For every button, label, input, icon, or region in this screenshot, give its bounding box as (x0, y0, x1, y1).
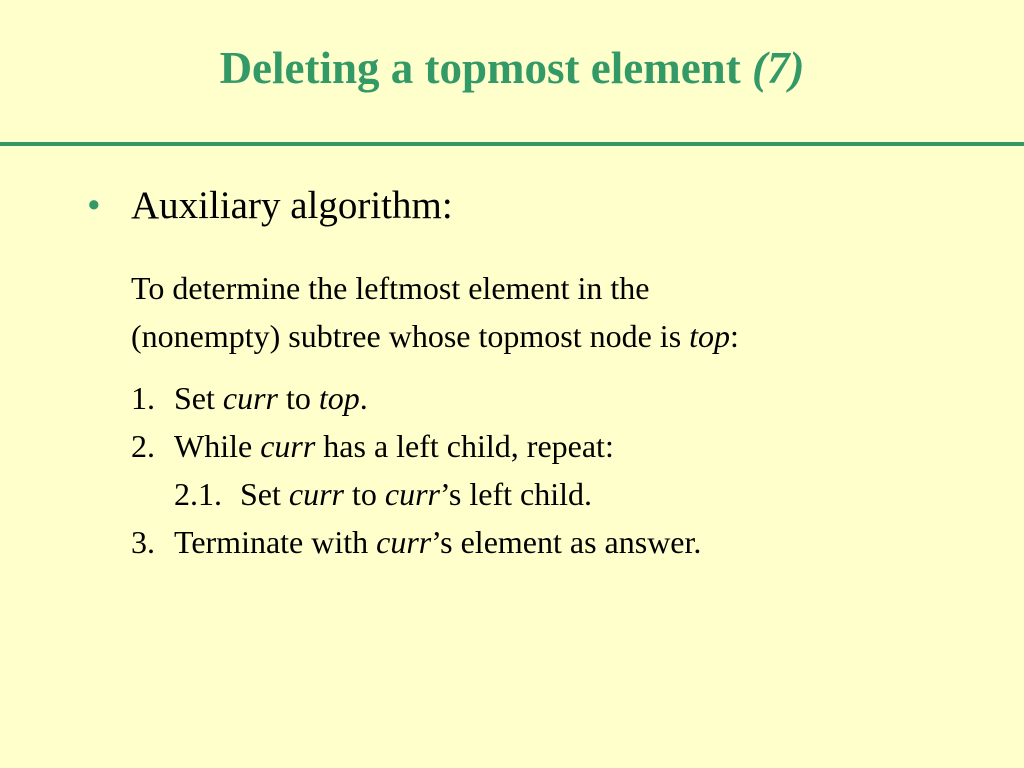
slide-title-main: Deleting a topmost element (219, 43, 741, 93)
description-line-1: To determine the leftmost element in the (131, 270, 650, 306)
step-text: . (359, 380, 368, 416)
step-3 (131, 518, 701, 566)
algorithm-steps (131, 374, 701, 566)
step-variable: curr (222, 380, 278, 416)
step-variable: curr (260, 428, 316, 464)
step-variable: curr (376, 524, 432, 560)
step-text: ’s left child. (440, 476, 592, 512)
step-variable: curr (288, 476, 344, 512)
description-line-2-suffix: : (730, 318, 739, 354)
slide-title-number: (7) (751, 43, 805, 93)
step-text: ’s element as answer. (431, 524, 702, 560)
step-text: to (278, 380, 319, 416)
step-2 (131, 422, 701, 470)
step-text: While (174, 428, 261, 464)
step-text: Set (174, 380, 223, 416)
step-number: 1. (131, 380, 155, 416)
step-number: 3. (131, 524, 155, 560)
title-divider (0, 142, 1024, 146)
description-variable-top: top (689, 318, 731, 354)
step-number: 2.1. (174, 476, 222, 512)
step-variable: curr (384, 476, 440, 512)
slide-title (0, 38, 1024, 98)
step-text: Terminate with (174, 524, 377, 560)
step-variable: top (318, 380, 360, 416)
algorithm-description (131, 264, 739, 360)
step-text: to (344, 476, 385, 512)
step-text: has a left child, repeat: (315, 428, 614, 464)
step-number: 2. (131, 428, 155, 464)
description-line-2-prefix: (nonempty) subtree whose topmost node is (131, 318, 690, 354)
bullet-text: Auxiliary algorithm: (131, 184, 453, 227)
bullet-marker: • (87, 184, 101, 227)
bullet-item (87, 180, 453, 232)
step-1 (131, 374, 701, 422)
step-2-1 (131, 470, 701, 518)
step-text: Set (240, 476, 289, 512)
